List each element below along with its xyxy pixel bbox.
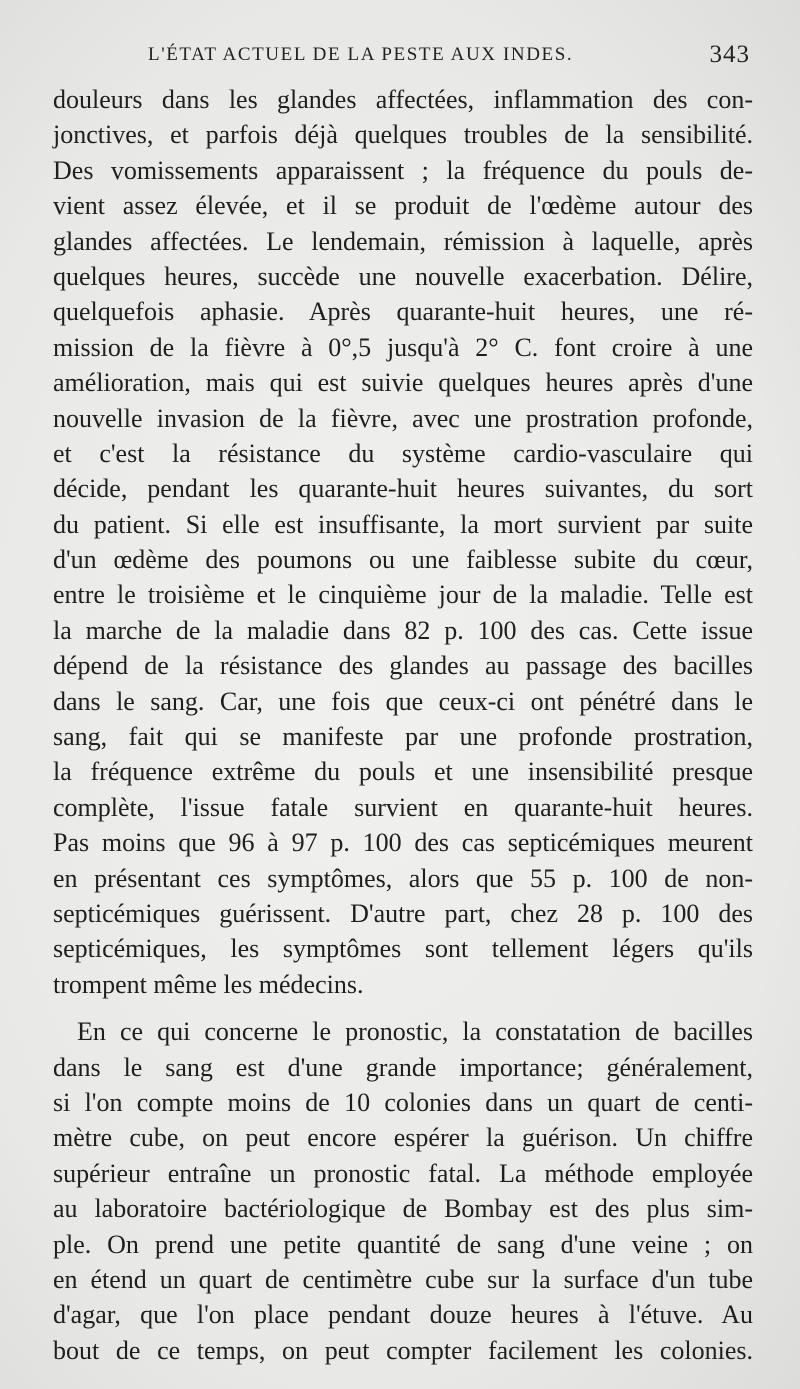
text-line: d'agar, que l'on place pendant douze heures à l'étuve. Au	[53, 1300, 753, 1330]
text-line: bout de ce temps, on peut compter facilement les colonies.	[53, 1335, 753, 1365]
page-number: 343	[709, 41, 750, 68]
text-line: la marche de la maladie dans 82 p. 100 des cas. Cette issue	[53, 615, 753, 645]
text-line: quelques heures, succède une nouvelle exacerbation. Délire,	[53, 261, 753, 291]
text-line: Des vomissements apparaissent ; la fréquence du pouls de-	[53, 155, 753, 185]
text-line: supérieur entraîne un pronostic fatal. La méthode employée	[53, 1158, 753, 1188]
running-title: L'ÉTAT ACTUEL DE LA PESTE AUX INDES.	[148, 44, 574, 65]
text-line: entre le troisième et le cinquième jour de la maladie. Telle est	[53, 580, 753, 610]
text-line: dans le sang est d'une grande importance; généralement,	[53, 1052, 753, 1082]
text-line: quelquefois aphasie. Après quarante-huit heures, une ré-	[53, 297, 753, 327]
text-line: douleurs dans les glandes affectées, inflammation des con-	[53, 85, 753, 114]
paragraph-2	[53, 1014, 753, 1368]
text-line: mètre cube, on peut encore espérer la guérison. Un chiffre	[53, 1123, 753, 1153]
text-line: d'un œdème des poumons ou une faiblesse subite du cœur,	[53, 545, 753, 575]
text-line: en présentant ces symptômes, alors que 55 p. 100 de non-	[53, 863, 753, 893]
text-line: complète, l'issue fatale survient en quarante-huit heures.	[53, 792, 753, 822]
running-head	[0, 41, 800, 76]
text-line: septicémiques guérissent. D'autre part, chez 28 p. 100 des	[53, 898, 753, 928]
text-line: dans le sang. Car, une fois que ceux-ci ont pénétré dans le	[53, 686, 753, 716]
text-line: mission de la fièvre à 0°,5 jusqu'à 2° C. font croire à une	[53, 332, 753, 362]
paragraph-1	[53, 82, 753, 1002]
text-line: du patient. Si elle est insuffisante, la mort survient par suite	[53, 509, 753, 539]
text-line: ple. On prend une petite quantité de sang d'une veine ; on	[53, 1229, 753, 1259]
text-line: septicémiques, les symptômes sont tellement légers qu'ils	[53, 934, 753, 964]
text-line: au laboratoire bactériologique de Bombay est des plus sim-	[53, 1194, 753, 1224]
body-text	[53, 82, 753, 1368]
text-line: nouvelle invasion de la fièvre, avec une prostration profonde,	[53, 403, 753, 433]
text-line: jonctives, et parfois déjà quelques troubles de la sensibilité.	[53, 120, 753, 150]
text-line: si l'on compte moins de 10 colonies dans un quart de centi-	[53, 1087, 753, 1117]
text-line: la fréquence extrême du pouls et une insensibilité presque	[53, 757, 753, 787]
text-line: glandes affectées. Le lendemain, rémission à laquelle, après	[53, 226, 753, 256]
text-line: dépend de la résistance des glandes au passage des bacilles	[53, 651, 753, 681]
text-line: Pas moins que 96 à 97 p. 100 des cas septicémiques meurent	[53, 828, 753, 858]
text-line: vient assez élevée, et il se produit de l'œdème autour des	[53, 191, 753, 221]
text-line: en étend un quart de centimètre cube sur la surface d'un tube	[53, 1264, 753, 1294]
text-line: sang, fait qui se manifeste par une profonde prostration,	[53, 722, 753, 752]
text-line: En ce qui concerne le pronostic, la constatation de bacilles	[77, 1017, 753, 1047]
text-line: amélioration, mais qui est suivie quelques heures après d'une	[53, 368, 753, 398]
paragraph-gap	[53, 1002, 753, 1014]
text-line: et c'est la résistance du système cardio-vasculaire qui	[53, 438, 753, 468]
text-line: trompent même les médecins.	[53, 969, 364, 999]
text-line: décide, pendant les quarante-huit heures suivantes, du sort	[53, 474, 753, 504]
